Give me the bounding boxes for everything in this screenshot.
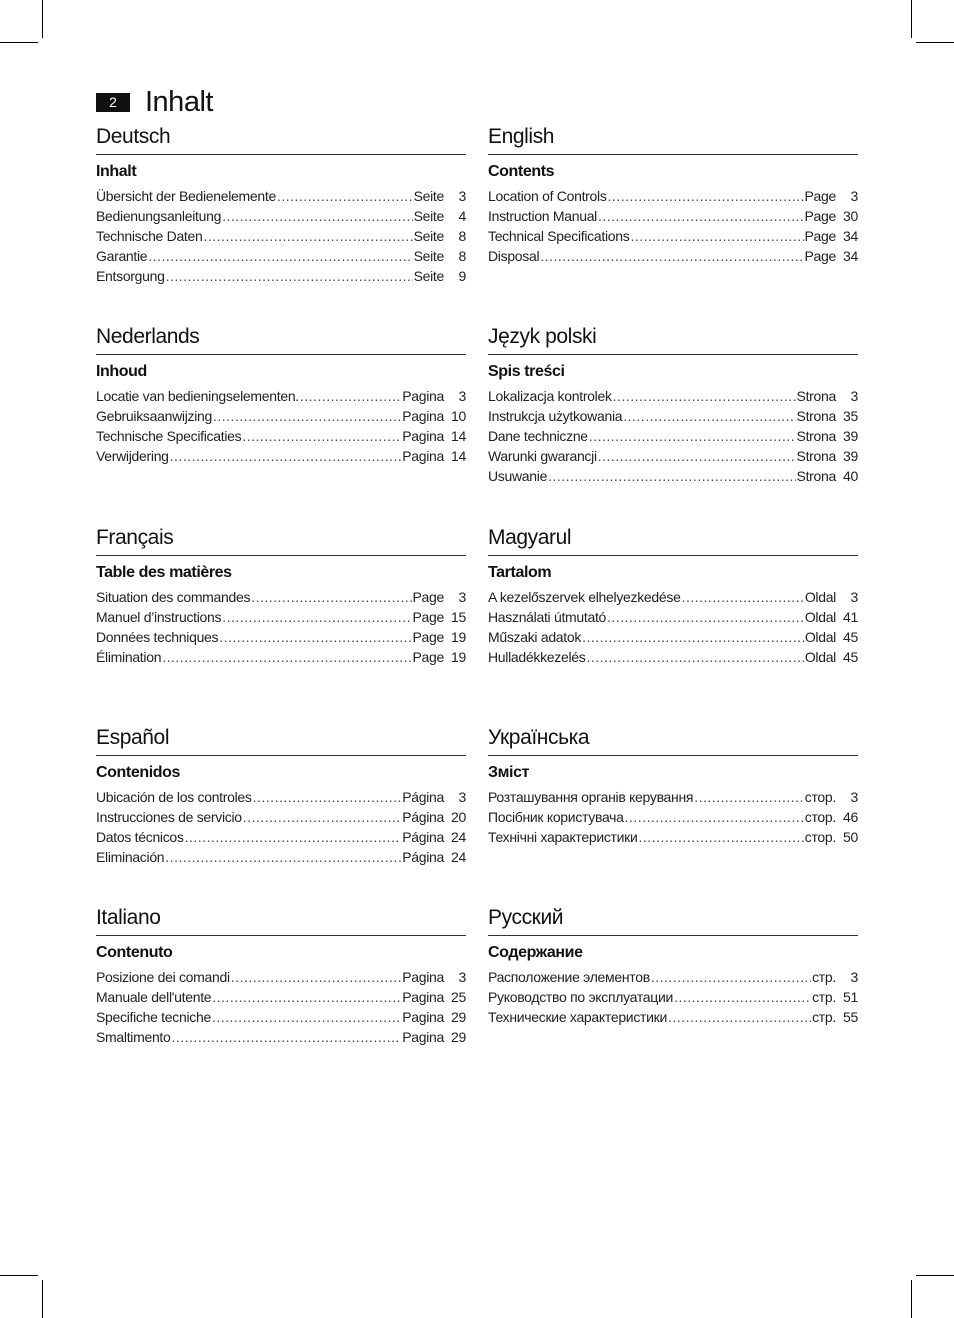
dot-leader bbox=[639, 827, 804, 847]
dot-leader bbox=[212, 987, 401, 1007]
toc-entry-title: Eliminación bbox=[96, 849, 165, 865]
dot-leader bbox=[185, 827, 402, 847]
contents-subheading: Contenuto bbox=[96, 944, 173, 961]
language-heading: English bbox=[488, 124, 858, 155]
dot-leader bbox=[613, 386, 796, 406]
toc-entry bbox=[488, 446, 858, 466]
crop-mark bbox=[0, 42, 38, 43]
toc-page-number: 3 bbox=[458, 969, 466, 985]
dot-leader bbox=[668, 1007, 811, 1027]
toc-page-number: 19 bbox=[451, 629, 466, 645]
toc-page-word: Strona bbox=[796, 448, 836, 464]
dot-leader bbox=[607, 607, 804, 627]
toc-page-number: 34 bbox=[843, 248, 858, 264]
toc-entry bbox=[96, 266, 466, 286]
toc-section bbox=[488, 905, 858, 1027]
dot-leader bbox=[231, 967, 401, 987]
language-heading: Magyarul bbox=[488, 525, 858, 556]
toc-entry bbox=[96, 1007, 466, 1027]
toc-page-number: 15 bbox=[451, 609, 466, 625]
toc-entry-title: Usuwanie bbox=[488, 468, 548, 484]
toc-entry bbox=[96, 647, 466, 667]
toc-page-word: Pagina bbox=[402, 989, 444, 1005]
toc-page-number: 3 bbox=[850, 789, 858, 805]
toc-page-number: 8 bbox=[458, 228, 466, 244]
toc-entry bbox=[488, 967, 858, 987]
toc-page-word: Seite bbox=[413, 268, 444, 284]
toc-section bbox=[96, 324, 466, 466]
toc-section bbox=[488, 525, 858, 667]
toc-entry-title: Instrukcja użytkowania bbox=[488, 408, 623, 424]
dot-leader bbox=[253, 787, 402, 807]
toc-entry bbox=[96, 406, 466, 426]
dot-leader bbox=[222, 607, 411, 627]
toc-page-number: 25 bbox=[451, 989, 466, 1005]
toc-entry bbox=[96, 386, 466, 406]
toc-page-number: 24 bbox=[451, 849, 466, 865]
crop-mark bbox=[911, 1280, 912, 1318]
toc-entry-title: Warunki gwarancji bbox=[488, 448, 597, 464]
toc-entry-title: Verwijdering bbox=[96, 448, 169, 464]
toc-page-word: Oldal bbox=[804, 609, 836, 625]
toc-page-word: стр. bbox=[812, 1009, 836, 1025]
dot-leader bbox=[625, 807, 804, 827]
language-heading: Français bbox=[96, 525, 466, 556]
toc-page-word: Pagina bbox=[402, 408, 444, 424]
dot-leader bbox=[630, 226, 803, 246]
toc-page-number: 46 bbox=[843, 809, 858, 825]
toc-entry-title: Situation des commandes bbox=[96, 589, 251, 605]
toc-page-word: стр. bbox=[812, 989, 836, 1005]
toc-entry-title: Instrucciones de servicio bbox=[96, 809, 242, 825]
toc-page-word: Oldal bbox=[804, 629, 836, 645]
toc-page-word: Page bbox=[412, 609, 444, 625]
toc-page-number: 19 bbox=[451, 649, 466, 665]
toc-entry-title: Bedienungsanleitung bbox=[96, 208, 222, 224]
toc-entry bbox=[488, 1007, 858, 1027]
toc-page-word: стор. bbox=[804, 829, 836, 845]
toc-entry-title: Технические характеристики bbox=[488, 1009, 668, 1025]
toc-page-word: Page bbox=[412, 629, 444, 645]
toc-entry-title: Technische Daten bbox=[96, 228, 203, 244]
toc-page-number: 14 bbox=[451, 428, 466, 444]
toc-page-word: Page bbox=[412, 649, 444, 665]
toc-section bbox=[96, 525, 466, 667]
toc-entry bbox=[488, 186, 858, 206]
language-heading: Español bbox=[96, 725, 466, 756]
toc-entry bbox=[488, 647, 858, 667]
dot-leader bbox=[608, 186, 804, 206]
dot-leader bbox=[243, 807, 401, 827]
toc-page-word: Strona bbox=[796, 468, 836, 484]
language-heading: Deutsch bbox=[96, 124, 466, 155]
toc-entry bbox=[96, 426, 466, 446]
toc-entry bbox=[96, 226, 466, 246]
toc-page-word: Strona bbox=[796, 408, 836, 424]
toc-entry bbox=[96, 206, 466, 226]
toc-entry bbox=[488, 827, 858, 847]
toc-page-word: Page bbox=[804, 188, 836, 204]
toc-page-number: 8 bbox=[458, 248, 466, 264]
toc-page-number: 24 bbox=[451, 829, 466, 845]
dot-leader bbox=[548, 466, 795, 486]
dot-leader bbox=[674, 987, 811, 1007]
toc-entry-title: Használati útmutató bbox=[488, 609, 607, 625]
toc-page-word: Seite bbox=[413, 248, 444, 264]
toc-page-word: Pagina bbox=[402, 388, 444, 404]
toc-page-number: 55 bbox=[843, 1009, 858, 1025]
toc-page-number: 4 bbox=[458, 208, 466, 224]
toc-page-word: Página bbox=[402, 849, 444, 865]
dot-leader bbox=[170, 446, 402, 466]
toc-section bbox=[96, 725, 466, 867]
toc-entry bbox=[488, 246, 858, 266]
dot-leader bbox=[300, 386, 401, 406]
toc-entry-title: Élimination bbox=[96, 649, 162, 665]
crop-mark bbox=[916, 1275, 954, 1276]
toc-page-word: Oldal bbox=[804, 589, 836, 605]
contents-subheading: Tartalom bbox=[488, 564, 552, 581]
toc-page-number: 3 bbox=[458, 188, 466, 204]
toc-entry-title: Manuale dell'utente bbox=[96, 989, 212, 1005]
toc-entry-title: Hulladékkezelés bbox=[488, 649, 586, 665]
toc-entry bbox=[96, 587, 466, 607]
toc-section bbox=[488, 324, 858, 486]
toc-entry bbox=[488, 426, 858, 446]
toc-entry-title: Locatie van bedieningselementen. bbox=[96, 388, 299, 404]
toc-page-word: Pagina bbox=[402, 969, 444, 985]
toc-entry-title: Lokalizacja kontrolek bbox=[488, 388, 612, 404]
toc-page-word: Pagina bbox=[402, 1029, 444, 1045]
dot-leader bbox=[172, 1027, 402, 1047]
toc-entry bbox=[488, 987, 858, 1007]
contents-subheading: Inhalt bbox=[96, 163, 137, 180]
toc-entry-title: Technical Specifications bbox=[488, 228, 630, 244]
toc-page-word: Página bbox=[402, 809, 444, 825]
toc-page-number: 41 bbox=[843, 609, 858, 625]
toc-page-word: стр. bbox=[812, 969, 836, 985]
toc-entry-title: Manuel d’instructions bbox=[96, 609, 222, 625]
dot-leader bbox=[586, 647, 803, 667]
toc-page-word: Pagina bbox=[402, 1009, 444, 1025]
toc-entry bbox=[96, 446, 466, 466]
toc-entry bbox=[96, 1027, 466, 1047]
dot-leader bbox=[623, 406, 795, 426]
toc-page-number: 3 bbox=[458, 589, 466, 605]
toc-page-number: 39 bbox=[843, 428, 858, 444]
toc-entry bbox=[488, 627, 858, 647]
dot-leader bbox=[251, 587, 411, 607]
toc-page-word: Página bbox=[402, 789, 444, 805]
toc-entry bbox=[96, 847, 466, 867]
crop-mark bbox=[916, 42, 954, 43]
crop-mark bbox=[42, 0, 43, 38]
toc-page-word: стор. bbox=[804, 809, 836, 825]
toc-section bbox=[488, 124, 858, 266]
dot-leader bbox=[598, 446, 796, 466]
toc-entry-title: Smaltimento bbox=[96, 1029, 171, 1045]
dot-leader bbox=[204, 226, 413, 246]
toc-page-number: 30 bbox=[843, 208, 858, 224]
language-heading: Język polski bbox=[488, 324, 858, 355]
toc-entry bbox=[96, 807, 466, 827]
toc-entry-title: Entsorgung bbox=[96, 268, 165, 284]
toc-page-word: Pagina bbox=[402, 448, 444, 464]
dot-leader bbox=[589, 426, 796, 446]
toc-page-word: Page bbox=[804, 228, 836, 244]
contents-subheading: Contenidos bbox=[96, 764, 180, 781]
toc-entry-title: Розташування органів керування bbox=[488, 789, 694, 805]
toc-entry-title: Műszaki adatok bbox=[488, 629, 582, 645]
toc-page-word: Page bbox=[412, 589, 444, 605]
toc-entry-title: Instruction Manual bbox=[488, 208, 597, 224]
toc-page-number: 51 bbox=[843, 989, 858, 1005]
dot-leader bbox=[540, 246, 803, 266]
toc-entry bbox=[96, 827, 466, 847]
toc-page-word: Seite bbox=[413, 228, 444, 244]
toc-entry bbox=[96, 967, 466, 987]
dot-leader bbox=[694, 787, 804, 807]
crop-mark bbox=[911, 0, 912, 38]
toc-page-number: 20 bbox=[451, 809, 466, 825]
crop-mark bbox=[0, 1275, 38, 1276]
toc-page-number: 45 bbox=[843, 649, 858, 665]
toc-page-number: 29 bbox=[451, 1009, 466, 1025]
toc-page-word: Página bbox=[402, 829, 444, 845]
toc-page-word: Seite bbox=[413, 208, 444, 224]
language-heading: Українська bbox=[488, 725, 858, 756]
dot-leader bbox=[277, 186, 413, 206]
toc-page-number: 3 bbox=[458, 789, 466, 805]
toc-entry bbox=[96, 607, 466, 627]
contents-subheading: Содержание bbox=[488, 944, 583, 961]
toc-page-word: стор. bbox=[804, 789, 836, 805]
toc-entry bbox=[488, 206, 858, 226]
toc-page-word: Pagina bbox=[402, 428, 444, 444]
toc-entry-title: Посібник користувача bbox=[488, 809, 624, 825]
dot-leader bbox=[219, 627, 411, 647]
toc-section bbox=[96, 905, 466, 1047]
dot-leader bbox=[212, 1007, 401, 1027]
contents-subheading: Contents bbox=[488, 163, 555, 180]
toc-entry bbox=[488, 607, 858, 627]
dot-leader bbox=[598, 206, 804, 226]
toc-entry-title: Disposal bbox=[488, 248, 540, 264]
toc-page-number: 29 bbox=[451, 1029, 466, 1045]
toc-entry bbox=[488, 406, 858, 426]
toc-page-number: 14 bbox=[451, 448, 466, 464]
toc-entry-title: Dane techniczne bbox=[488, 428, 588, 444]
toc-entry-title: Ubicación de los controles bbox=[96, 789, 252, 805]
contents-subheading: Зміст bbox=[488, 764, 530, 781]
toc-page-number: 34 bbox=[843, 228, 858, 244]
toc-entry-title: Posizione dei comandi bbox=[96, 969, 230, 985]
language-heading: Nederlands bbox=[96, 324, 466, 355]
page-title: Inhalt bbox=[145, 86, 213, 118]
toc-page-number: 3 bbox=[850, 388, 858, 404]
page-number-badge: 2 bbox=[96, 93, 130, 112]
toc-entry-title: Technische Specificaties bbox=[96, 428, 242, 444]
toc-section bbox=[488, 725, 858, 847]
toc-page-number: 3 bbox=[850, 188, 858, 204]
toc-entry bbox=[488, 807, 858, 827]
toc-page-number: 9 bbox=[458, 268, 466, 284]
toc-entry bbox=[96, 787, 466, 807]
toc-page-word: Strona bbox=[796, 428, 836, 444]
toc-page-word: Page bbox=[804, 208, 836, 224]
contents-subheading: Spis treści bbox=[488, 363, 565, 380]
toc-entry-title: Übersicht der Bedienelemente bbox=[96, 188, 276, 204]
toc-page-number: 45 bbox=[843, 629, 858, 645]
toc-page-word: Strona bbox=[796, 388, 836, 404]
toc-page-number: 10 bbox=[451, 408, 466, 424]
toc-page-number: 3 bbox=[850, 589, 858, 605]
toc-entry bbox=[488, 787, 858, 807]
dot-leader bbox=[582, 627, 804, 647]
toc-entry-title: Расположение элементов bbox=[488, 969, 650, 985]
toc-page-number: 3 bbox=[850, 969, 858, 985]
toc-page-number: 35 bbox=[843, 408, 858, 424]
toc-entry-title: Location of Controls bbox=[488, 188, 607, 204]
crop-mark bbox=[42, 1280, 43, 1318]
toc-entry bbox=[96, 627, 466, 647]
toc-entry-title: Руководство по эксплуатации bbox=[488, 989, 674, 1005]
language-heading: Italiano bbox=[96, 905, 466, 936]
dot-leader bbox=[162, 647, 411, 667]
dot-leader bbox=[682, 587, 804, 607]
toc-section bbox=[96, 124, 466, 286]
contents-subheading: Inhoud bbox=[96, 363, 147, 380]
toc-page-number: 39 bbox=[843, 448, 858, 464]
contents-subheading: Table des matières bbox=[96, 564, 232, 581]
toc-page-number: 3 bbox=[458, 388, 466, 404]
dot-leader bbox=[165, 847, 401, 867]
toc-entry bbox=[96, 987, 466, 1007]
dot-leader bbox=[651, 967, 811, 987]
toc-entry bbox=[488, 466, 858, 486]
toc-entry bbox=[96, 186, 466, 206]
toc-page-number: 40 bbox=[843, 468, 858, 484]
dot-leader bbox=[213, 406, 401, 426]
toc-page-number: 50 bbox=[843, 829, 858, 845]
toc-page-word: Page bbox=[804, 248, 836, 264]
toc-entry-title: Gebruiksaanwijzing bbox=[96, 408, 212, 424]
toc-entry-title: Specifiche tecniche bbox=[96, 1009, 211, 1025]
toc-page-word: Seite bbox=[413, 188, 444, 204]
dot-leader bbox=[166, 266, 413, 286]
toc-entry-title: A kezelőszervek elhelyezkedése bbox=[488, 589, 681, 605]
toc-entry-title: Données techniques bbox=[96, 629, 219, 645]
toc-entry bbox=[488, 587, 858, 607]
dot-leader bbox=[222, 206, 412, 226]
toc-entry-title: Datos técnicos bbox=[96, 829, 184, 845]
toc-entry bbox=[96, 246, 466, 266]
toc-page-word: Oldal bbox=[804, 649, 836, 665]
toc-entry bbox=[488, 226, 858, 246]
language-heading: Русский bbox=[488, 905, 858, 936]
dot-leader bbox=[148, 246, 412, 266]
toc-entry bbox=[488, 386, 858, 406]
toc-entry-title: Технічні характеристики bbox=[488, 829, 638, 845]
dot-leader bbox=[242, 426, 401, 446]
toc-entry-title: Garantie bbox=[96, 248, 148, 264]
